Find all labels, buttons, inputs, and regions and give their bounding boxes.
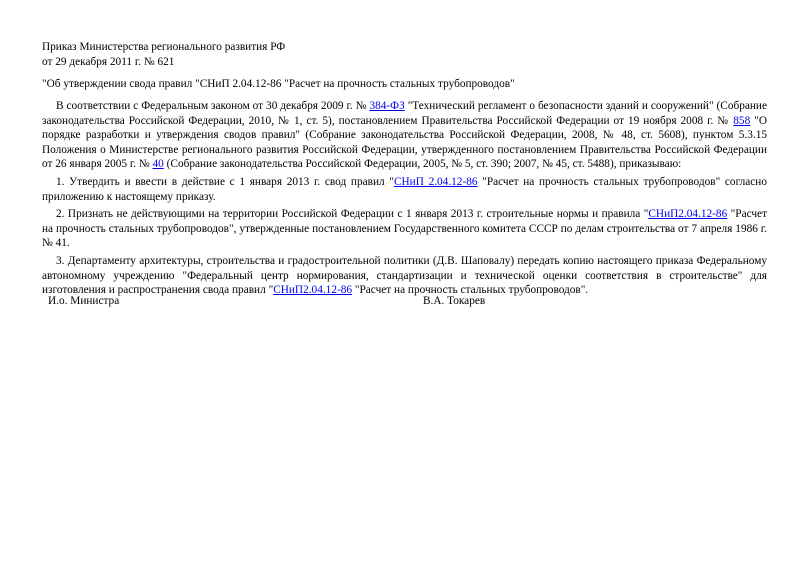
item-1-paragraph: 1. Утвердить и ввести в действие с 1 января 2013 г. свод правил "СНиП 2.04.12-86 "Расчет на прочность стальных трубопроводов" согласно приложению к настоящему приказу. bbox=[42, 175, 767, 203]
law-384-fz-link[interactable]: 384-ФЗ bbox=[369, 100, 405, 112]
snip-link-item-1[interactable]: СНиП 2.04.12-86 bbox=[393, 175, 478, 188]
order-date-number: от 29 декабря 2011 г. № 621 bbox=[42, 56, 175, 68]
order-title: "Об утверждении свода правил "СНиП 2.04.12-86 "Расчет на прочность стальных трубопроводов" bbox=[42, 78, 515, 90]
preamble-paragraph: В соответствии с Федеральным законом от 30 декабря 2009 г. № 384-ФЗ "Технический регламент о безопасности зданий и сооружений" (Собрание законодательства Российской Федерации, 2010, № 1, ст. 5), постановлением Правительства Российской Федерации от 19 ноября 2008 г. № 858 "О порядке разработки и утверждения сводов правил" (Собрание законодательства Российской Федерации, 2008, № 48, ст. 5608), пунктом 5.3.15 Положения о Министерстве регионального развития Российской Федерации, утвержденного постановлением Правительства Российской Федерации от 26 января 2005 г. № 40 (Собрание законодательства Российской Федерации, 2005, № 5, ст. 390; 2007, № 45, ст. 5488), приказываю: bbox=[42, 100, 767, 171]
resolution-40-link[interactable]: 40 bbox=[152, 158, 164, 171]
item-2-paragraph: 2. Признать не действующими на территории Российской Федерации с 1 января 2013 г. строительные нормы и правила "СНиП2.04.12-86 "Расчет на прочность стальных трубопроводов", утвержденные постановлением Государственного комитета СССР по делам строительства от 7 апреля 1986 г. № 41. bbox=[42, 208, 768, 250]
order-heading: Приказ Министерства регионального развития РФ bbox=[42, 41, 286, 53]
snip-link-item-3[interactable]: СНиП2.04.12-86 bbox=[273, 284, 353, 297]
item-3-paragraph: 3. Департаменту архитектуры, строительства и градостроительной политики (Д.В. Шаповалу) передать копию настоящего приказа Федеральному автономному учреждению "Федеральный центр нормирования, стандартизации и технической оценки соответствия в строительстве" для изготовления и распространения свода правил "СНиП2.04.12-86 "Расчет на прочность стальных трубопроводов". bbox=[42, 254, 767, 297]
resolution-858-link[interactable]: 858 bbox=[733, 114, 751, 127]
signatory-name: В.А. Токарев bbox=[423, 295, 486, 307]
snip-link-item-2[interactable]: СНиП2.04.12-86 bbox=[648, 208, 728, 221]
signatory-position: И.о. Министра bbox=[48, 295, 120, 307]
order-body bbox=[42, 99, 767, 301]
